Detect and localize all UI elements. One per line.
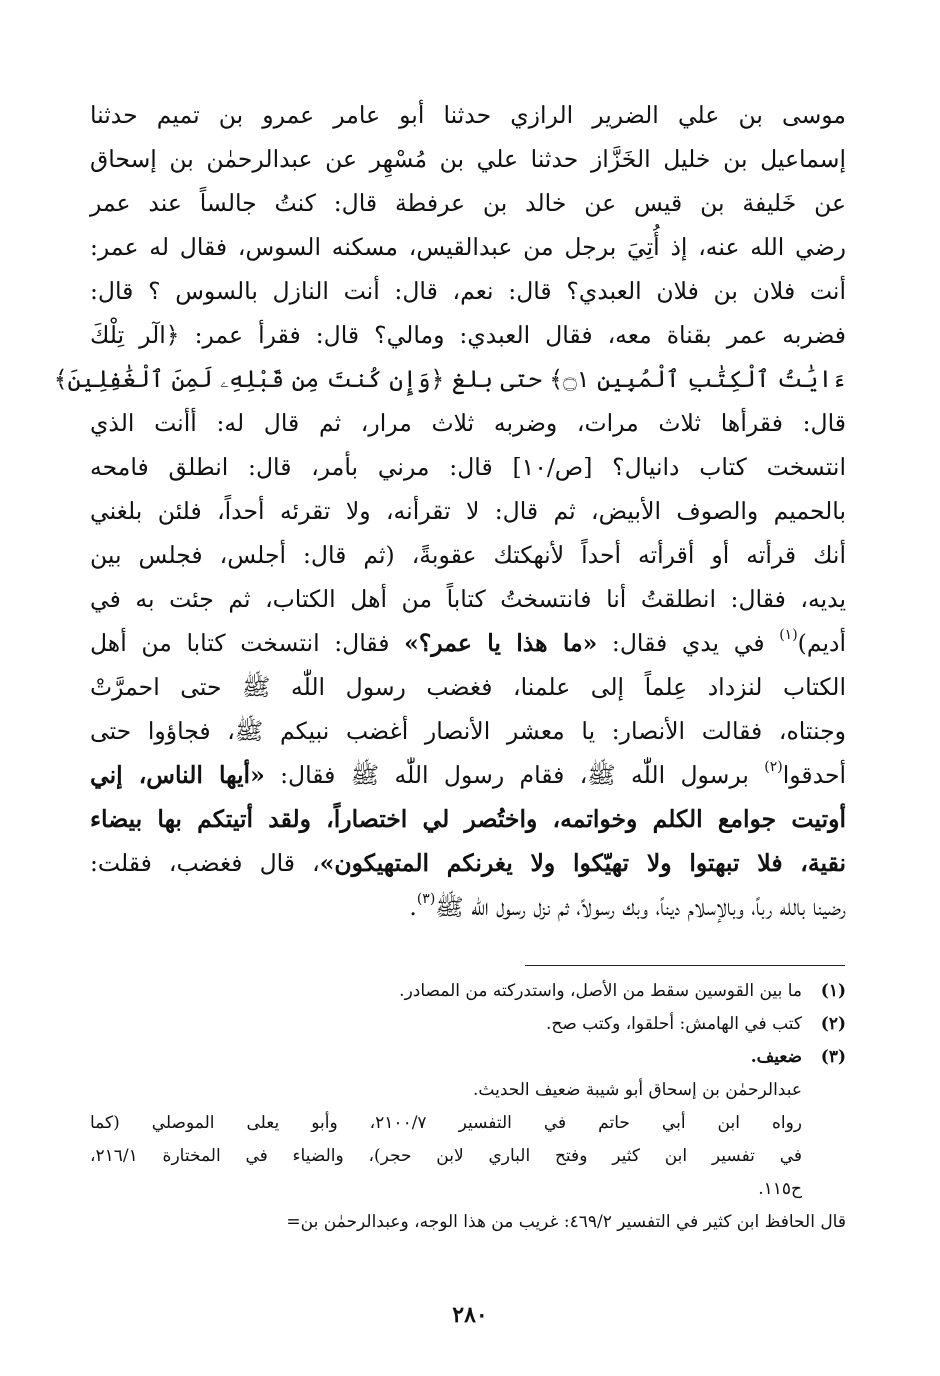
text-line: فضربه عمر بقناة معه، فقال العبدي: ومالي؟ قال: فقرأ عمر: ﴿الٓر تِلْكَ: [90, 321, 846, 349]
page-number: ٢٨٠: [452, 1302, 488, 1328]
footnote-ref: (١): [779, 627, 798, 643]
footnote-text: ضعيف.: [750, 1047, 802, 1067]
text-segment: .: [409, 893, 417, 921]
text-segment: ، قال فغضب، فقلت:: [90, 849, 320, 877]
footnote-continuation: في تفسير ابن كثير وفتح الباري لابن حجر)، والضياء في المختارة ٢١٦/١،: [90, 1146, 802, 1166]
text-segment: في يدي فقال:: [597, 629, 780, 657]
footnote-number: (١): [820, 981, 846, 1001]
footnote: [90, 975, 846, 1008]
footnote-continuation: رواه ابن أبي حاتم في التفسير ٢١٠٠/٧، وأبو يعلى الموصلي (كما: [90, 1113, 802, 1133]
quran-verse-line: ءَايَٰتُ ٱلْكِتَٰبِ ٱلْمُبِينِ ۝١﴾ حتى بلغ ﴿وَإِن كُنتَ مِن قَبْلِهِۦ لَمِنَ ٱلْغَٰفِلِينَ﴾: [53, 365, 846, 393]
text-line: وجنتاه، فقالت الأنصار: يا معشر الأنصار أغضب نبيكم ﷺ، فجاؤوا حتى: [90, 717, 846, 745]
text-line: قال: فقرأها ثلاث مرات، وضربه ثلاث مرار، ثم قال له: أأنت الذي: [90, 409, 846, 437]
footnote-continuation: ح١١٥.: [758, 1179, 802, 1199]
bold-quote: «ما هذا يا عمر؟»: [404, 629, 598, 657]
footnote-ref: (٣): [416, 891, 436, 907]
text-line: يديه، فقال: انطلقتُ أنا فانتسختُ كتاباً من أهل الكتاب، ثم جئت به في: [90, 585, 846, 613]
footnote: [90, 1008, 846, 1041]
footnote-continuation: قال الحافظ ابن كثير في التفسير ٤٦٩/٢: غريب من هذا الوجه، وعبدالرحمٰن بن=: [286, 1212, 846, 1232]
text-segment: أحدقوا: [782, 761, 847, 789]
text-line: أنت فلان بن فلان العبدي؟ قال: نعم، قال: أنت النازل بالسوس ؟ قال:: [90, 277, 846, 305]
text-line: انتسخت كتاب دانيال؟ [ص/١٠] قال: مرني بأمر، قال: انطلق فامحه: [90, 453, 846, 481]
text-line: رضي الله عنه، إذ أُتِيَ برجل من عبدالقيس، مسكنه السوس، فقال له عمر:: [90, 233, 846, 261]
text-segment: أديم): [797, 629, 846, 657]
text-line: موسى بن علي الضرير الرازي حدثنا أبو عامر عمرو بن تميم حدثنا: [90, 101, 846, 129]
footnote: [90, 1041, 846, 1074]
footnote-number: (٣): [820, 1047, 846, 1067]
text-line: إسماعيل بن خليل الخَزَّاز حدثنا علي بن مُسْهِر عن عبدالرحمٰن بن إسحاق: [90, 145, 846, 173]
text-line: عن خَليفة بن قيس عن خالد بن عرفطة قال: كنتُ جالساً عند عمر: [90, 189, 846, 217]
text-line: [90, 841, 846, 885]
text-line: أنك قرأته أو أقرأته أحداً لأنهكتك عقوبةً، (ثم قال: أجلس، فجلس بين: [90, 541, 846, 569]
bold-quote-line: أوتيت جوامع الكلم وخواتمه، واختُصر لي اختصاراً، ولقد أتيتكم بها بيضاء: [90, 805, 846, 833]
text-line: الكتاب لنزداد عِلماً إلى علمنا، فغضب رسول اللّٰه ﷺ حتى احمرَّتْ: [90, 673, 846, 701]
text-line: [90, 885, 846, 929]
footnote-number: (٢): [820, 1014, 846, 1034]
text-line: بالحميم والصوف الأبيض، ثم قال: لا تقرأنه، ولا تقرئه أحداً، فلئن بلغني: [90, 497, 846, 525]
main-text: [53, 93, 847, 929]
text-segment: فقال: انتسخت كتابا من أهل: [90, 629, 405, 657]
text-segment: برسول اللّٰه ﷺ، فقام رسول اللّٰه ﷺ فقال:: [264, 761, 765, 789]
footnote-continuation: عبدالرحمٰن بن إسحاق أبو شيبة ضعيف الحديث.: [472, 1080, 802, 1100]
text-line: [90, 621, 846, 665]
text-line: [90, 753, 846, 797]
bold-quote: نقية، فلا تبهتوا ولا تهيّكوا ولا يغرنكم المتهيكون»: [319, 849, 847, 877]
footnote-text: ما بين القوسين سقط من الأصل، واستدركته من المصادر.: [399, 981, 802, 1001]
footnotes: [90, 975, 846, 1239]
footnote-ref: (٢): [764, 759, 783, 775]
footnote-text: كتب في الهامش: أحلقوا، وكتب صح.: [545, 1014, 802, 1034]
footnote-separator: [525, 965, 845, 966]
bold-quote: «أيها الناس، إني: [90, 761, 265, 789]
text-segment: رضينا بالله رباً، وبالإسلام ديناً، وبك رسولاً، ثم نزل رسول الله ﷺ: [435, 893, 846, 921]
